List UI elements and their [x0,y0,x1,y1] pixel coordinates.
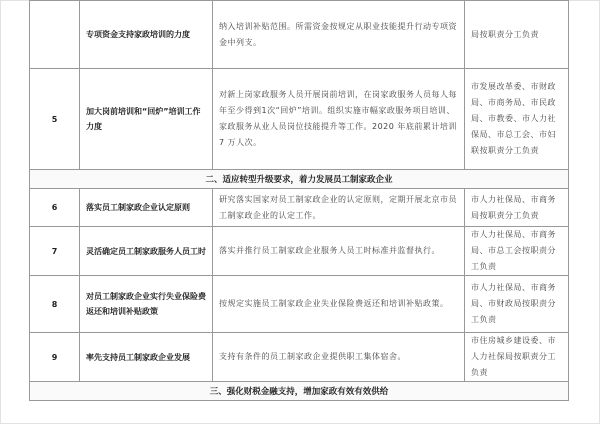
table-row [30,227,569,276]
content-cell: 落实并推行员工制家政企业服务人员工时标准并监督执行。 [213,227,465,276]
department-cell: 市发展改革委、市财政局、市商务局、市民政局、市教委、市人力社保局、市总工会、市妇联按职责分工负责 [465,69,569,170]
row-number [30,1,80,69]
department-cell: 市人力社保局、市商务局、市总工会按职责分工负责 [465,227,569,276]
table-row [30,333,569,382]
content-cell: 纳入培训补贴范围。所需资金按规定从职业技能提升行动专项资金中列支。 [213,1,465,69]
department-cell: 市住房城乡建设委、市人力社保局按职责分工负责 [465,333,569,382]
row-number: 6 [30,189,80,227]
measure-cell: 率先支持员工制家政企业发展 [80,333,213,382]
section-heading: 三、强化财税金融支持，增加家政有效有效供给 [30,382,569,401]
content-cell: 对新上岗家政服务人员开展岗前培训，在岗家政服务人员每人每年至少得到1次“回炉”培训。组织实施市幅家政服务项目培训、家政服务从业人员岗位技能提升等工作。2020 年底前累计培训 7 万人次。 [213,69,465,170]
measure-cell: 加大岗前培训和“回炉”培训工作力度 [80,69,213,170]
department-cell: 市人力社保局、市商务局、市财政局按职责分工负责 [465,276,569,333]
row-number: 8 [30,276,80,333]
department-cell: 局按职责分工负责 [465,1,569,69]
row-number: 5 [30,69,80,170]
table-row [30,276,569,333]
row-number: 9 [30,333,80,382]
measure-cell: 落实员工制家政企业认定原则 [80,189,213,227]
measure-cell: 对员工制家政企业实行失业保险费返还和培训补贴政策 [80,276,213,333]
section-heading-row [30,170,569,189]
content-cell: 研究落实国家对员工制家政企业的认定原则，定期开展北京市员工制家政企业的认定工作。 [213,189,465,227]
policy-table [29,0,569,401]
measure-cell: 专项资金支持家政培训的力度 [80,1,213,69]
table-row [30,69,569,170]
department-cell: 市人力社保局、市商务局按职责分工负责 [465,189,569,227]
section-heading: 二、适应转型升级要求，着力发展员工制家政企业 [30,170,569,189]
table-row [30,1,569,69]
row-number: 7 [30,227,80,276]
content-cell: 支持有条件的员工制家政企业提供职工集体宿舍。 [213,333,465,382]
content-cell: 按规定实施员工制家政企业失业保险费返还和培训补贴政策。 [213,276,465,333]
section-heading-row [30,382,569,401]
table-row [30,189,569,227]
measure-cell: 灵活确定员工制家政服务人员工时 [80,227,213,276]
